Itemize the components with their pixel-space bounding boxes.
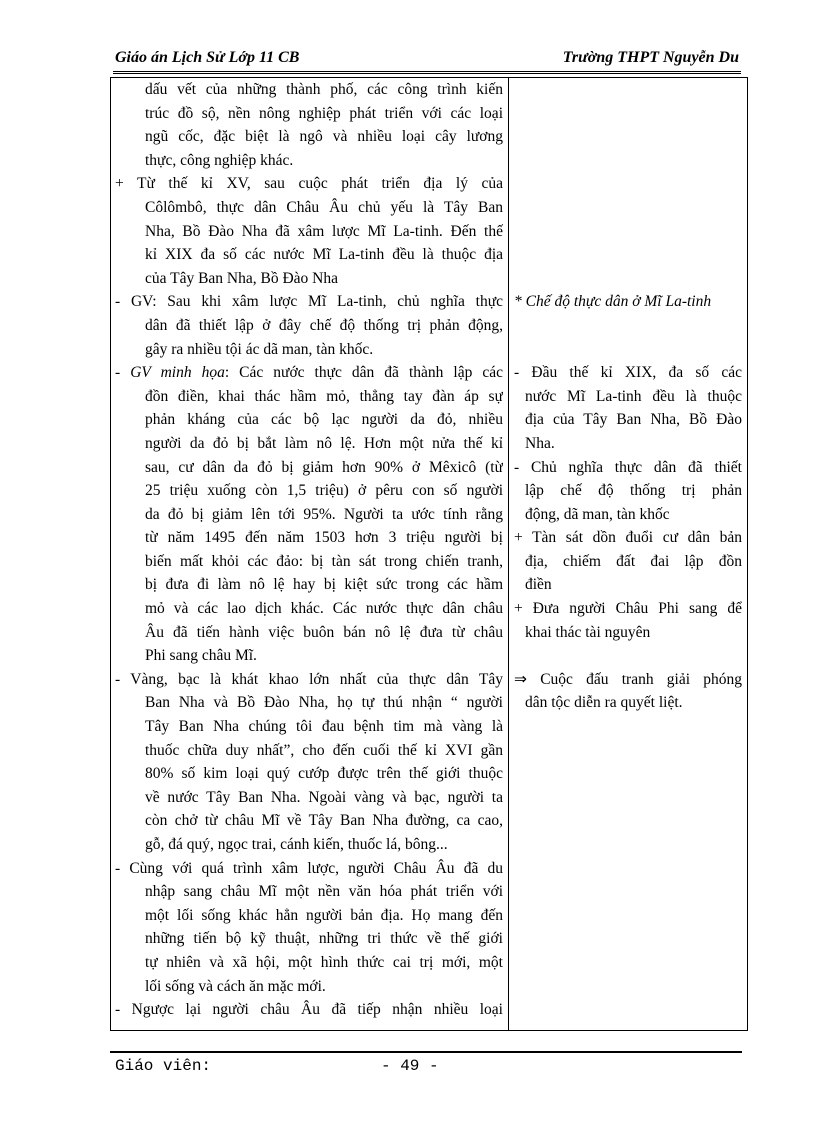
text-line: - GV: Sau khi xâm lược Mĩ La-tinh, chủ nghĩa thực: [115, 293, 503, 311]
text-line: nhập sang châu Mĩ một nền văn hóa phát triển với: [145, 883, 503, 901]
text-line: từ năm 1495 đến năm 1503 hơn 3 triệu người bị: [145, 529, 503, 547]
text-line: đồn điền, khai thác hầm mỏ, thẳng tay đàn áp sự: [145, 387, 503, 405]
text-line: còn chở từ châu Mĩ về Tây Ban Nha đường, ca cao,: [145, 812, 503, 830]
text-line: biến mất khỏi các đảo: bị tàn sát trong chiến tranh,: [145, 552, 503, 570]
activity-column: [115, 78, 503, 1022]
section-heading: * Chế độ thực dân ở Mĩ La-tinh: [514, 293, 712, 311]
text-line: người da đỏ bị bắt làm nô lệ. Hơn một nửa thế kỉ: [145, 434, 503, 452]
page-number: - 49 -: [381, 1057, 439, 1075]
conclusion-line: ⇒ Cuộc đấu tranh giải phóng: [514, 670, 742, 688]
text-line: lối sống và cách ăn mặc mới.: [145, 977, 326, 995]
text-line: 25 triệu xuống còn 1,5 triệu) ở pêru con số người: [145, 482, 503, 500]
lesson-table: [110, 77, 748, 1031]
text-line: điền: [525, 576, 552, 594]
text-line: - Vàng, bạc là khát khao lớn nhất của thực dân Tây: [115, 670, 503, 688]
text-line: những tiến bộ kỹ thuật, những tri thức về thế giới: [145, 930, 503, 948]
text-line: - Đầu thế kỉ XIX, đa số các: [514, 364, 742, 382]
text-line: - Cùng với quá trình xâm lược, người Châu Âu đã du: [115, 859, 503, 877]
text-line: + Từ thế kỉ XV, sau cuộc phát triển địa lý của: [115, 175, 503, 193]
text-line: Tây Ban Nha chúng tôi đau bệnh tim mà vàng là: [145, 718, 503, 736]
text-line: trúc đồ sộ, nền nông nghiệp phát triển với các loại: [145, 104, 503, 122]
content-column: [514, 78, 742, 715]
text-line: Côlômbô, thực dân Châu Âu chủ yếu là Tây Ban: [145, 198, 503, 216]
header-course-title: Giáo án Lịch Sử Lớp 11 CB: [115, 49, 300, 66]
text-line: tự nhiên và xã hội, một hình thức cai trị mới, một: [145, 953, 503, 971]
teacher-label: Giáo viên:: [115, 1057, 212, 1075]
column-divider: [508, 78, 509, 1030]
text-line: ngũ cốc, đặc biệt là ngô và nhiều loại cây lương: [145, 128, 503, 146]
text-line: + Đưa người Châu Phi sang để: [514, 600, 742, 618]
text-line: lập chế độ thống trị phản: [525, 482, 742, 500]
text-line: 80% số kim loại quý cướp được trên thế giới thuộc: [145, 765, 503, 783]
text-line: khai thác tài nguyên: [525, 623, 651, 641]
text-line: thuốc chữa duy nhất”, cho đến cuối thế kỉ XVI gần: [145, 741, 503, 759]
text-line: - Chủ nghĩa thực dân đã thiết: [514, 458, 742, 476]
text-line: địa của Tây Ban Nha, Bồ Đào: [525, 411, 742, 429]
text-line: - Ngược lại người châu Âu đã tiếp nhận nhiều loại: [115, 1001, 503, 1019]
text-line: dân đã thiết lập ở đây chế độ thống trị phản động,: [145, 316, 503, 334]
text-line: dấu vết của những thành phố, các công trình kiến: [145, 81, 503, 98]
text-line: dân tộc diễn ra quyết liệt.: [525, 694, 683, 712]
header-school-name: Trường THPT Nguyễn Du: [562, 49, 739, 66]
text-line: động, dã man, tàn khốc: [525, 505, 670, 523]
text-line: phản kháng của các bộ lạc người da đỏ, nhiều: [145, 411, 503, 429]
gv-illustration-text: : Các nước thực dân đã thành lập các: [224, 364, 503, 382]
text-line: địa, chiếm đất đai lập đồn: [525, 552, 742, 570]
gv-illustration-label: GV minh họa: [130, 364, 225, 382]
text-line: sau, cư dân da đỏ bị giảm hơn 90% ở Mêxicô (từ: [145, 458, 503, 476]
text-line: + Tàn sát dồn đuổi cư dân bản: [514, 529, 742, 547]
text-line: Âu đã tiến hành việc buôn bán nô lệ đưa từ châu: [145, 623, 503, 641]
text-line: Nha.: [525, 434, 555, 452]
text-line: kỉ XIX đa số các nước Mĩ La-tinh đều là thuộc địa: [145, 246, 503, 264]
header-divider: [113, 71, 741, 76]
text-line: da đỏ bị giảm lên tới 95%. Người ta ước tính rằng: [145, 505, 503, 523]
text-line: - GV minh họa: Các nước thực dân đã thành lập các: [115, 364, 503, 382]
footer-divider: [110, 1051, 742, 1053]
text-line: gây ra nhiều tội ác dã man, tàn khốc.: [145, 340, 374, 358]
text-line: nước Mĩ La-tinh đều là thuộc: [525, 387, 742, 405]
text-line: bị đưa đi làm nô lệ hay bị kiệt sức trong các hầm: [145, 576, 503, 594]
text-line: gỗ, đá quý, ngọc trai, cánh kiến, thuốc lá, bông...: [145, 836, 448, 853]
text-line: thực, công nghiệp khác.: [145, 151, 294, 169]
text-line: Nha, Bồ Đào Nha đã xâm lược Mĩ La-tinh. Đến thế: [145, 222, 503, 240]
text-line: một lối sống khác hẳn người bản địa. Họ mang đến: [145, 906, 503, 924]
text-line: của Tây Ban Nha, Bồ Đào Nha: [145, 269, 338, 287]
text-line: về nước Tây Ban Nha. Ngoài vàng và bạc, người ta: [145, 788, 503, 806]
text-line: Phi sang châu Mĩ.: [145, 647, 257, 665]
text-line: mỏ và các lao dịch khác. Các nước thực dân châu: [145, 600, 503, 618]
text-line: Ban Nha và Bồ Đào Nha, họ tự thú nhận “ người: [145, 694, 503, 712]
page-header: [113, 47, 741, 69]
